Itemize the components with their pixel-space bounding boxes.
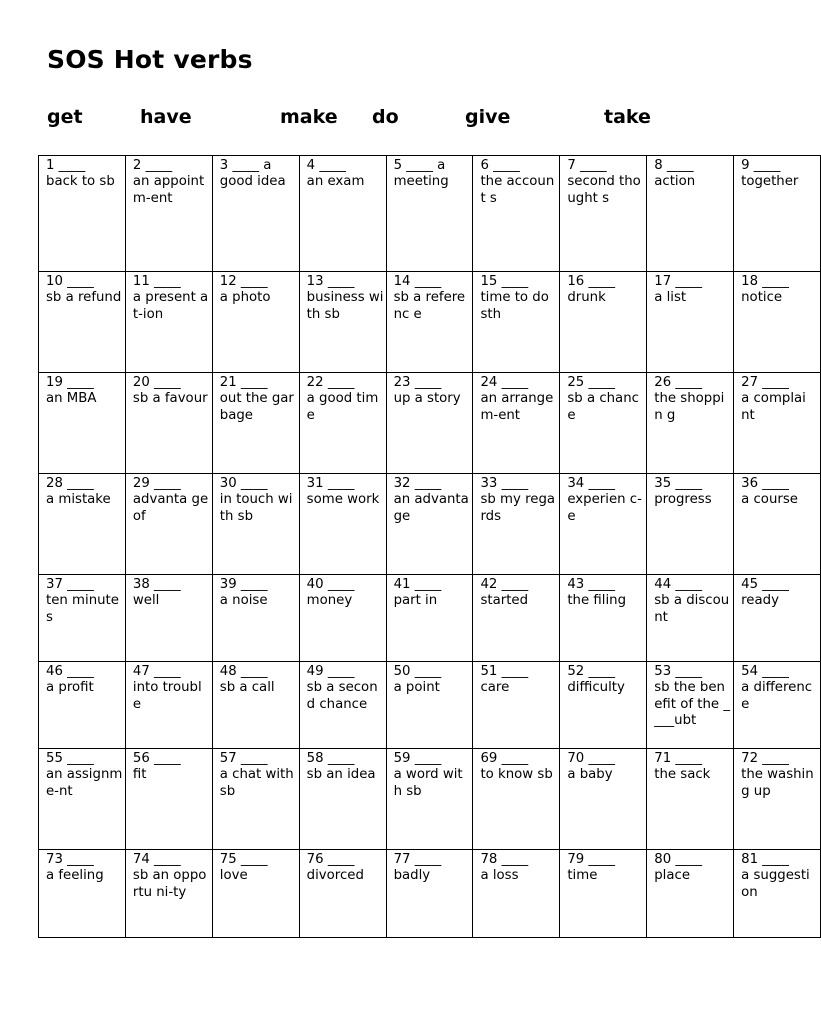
exercise-cell: [560, 749, 647, 850]
exercise-cell: [212, 850, 299, 938]
item-phrase: time: [567, 868, 598, 884]
exercise-cell: [299, 474, 386, 575]
item-phrase: time to do sth: [480, 290, 554, 322]
item-phrase: sb a chance: [567, 391, 639, 423]
item-phrase: sb an opportu ni-ty: [132, 868, 207, 900]
item-phrase: a differenc e: [741, 680, 817, 712]
item-phrase: fit: [132, 767, 147, 783]
exercise-cell: [647, 662, 734, 749]
item-phrase: sb a second chance: [306, 680, 378, 712]
item-number: 53 ____: [654, 664, 702, 679]
item-phrase: good idea: [219, 174, 286, 190]
item-phrase: sb my regards: [480, 492, 556, 524]
item-number: 76 ____: [306, 852, 355, 867]
item-number: 49 ____: [306, 664, 355, 679]
exercise-cell: [734, 373, 821, 474]
item-number: 14 ____: [393, 274, 442, 289]
item-number: 47 ____: [132, 664, 181, 679]
item-number: 22 ____: [306, 375, 355, 390]
item-number: 45 ____: [741, 577, 789, 592]
item-number: 11 ____: [132, 274, 181, 289]
item-phrase: sb a discount: [654, 593, 730, 625]
exercise-cell: [39, 850, 126, 938]
table-row: [39, 373, 821, 474]
item-phrase: to know sb: [480, 767, 553, 783]
item-phrase: difficulty: [567, 680, 625, 696]
item-number: 80 ____: [654, 852, 702, 867]
item-number: 19 ____: [46, 375, 94, 390]
item-phrase: a feeling: [46, 868, 104, 884]
item-number: 3 ____ a: [219, 158, 272, 173]
exercise-cell: [386, 474, 473, 575]
exercise-cell: [560, 373, 647, 474]
exercise-cell: [473, 156, 560, 272]
exercise-cell: [39, 156, 126, 272]
item-number: 46 ____: [46, 664, 94, 679]
item-number: 54 ____: [741, 664, 789, 679]
item-number: 81 ____: [741, 852, 789, 867]
item-number: 79 ____: [567, 852, 616, 867]
table-row: [39, 850, 821, 938]
exercise-cell: [734, 662, 821, 749]
item-number: 20 ____: [132, 375, 181, 390]
item-number: 56 ____: [132, 751, 181, 766]
exercise-cell: [734, 474, 821, 575]
item-number: 33 ____: [480, 476, 529, 491]
item-phrase: love: [219, 868, 248, 884]
exercise-cell: [386, 156, 473, 272]
exercise-cell: [647, 272, 734, 373]
item-number: 27 ____: [741, 375, 789, 390]
item-phrase: sb an idea: [306, 767, 376, 783]
item-number: 7 ____: [567, 158, 607, 173]
item-number: 52 ____: [567, 664, 616, 679]
exercise-cell: [125, 373, 212, 474]
verb-do: do: [372, 106, 399, 128]
item-number: 59 ____: [393, 751, 442, 766]
verb-have: have: [140, 106, 192, 128]
item-phrase: advanta ge of: [132, 492, 213, 524]
exercise-cell: [734, 850, 821, 938]
exercise-cell: [473, 474, 560, 575]
item-phrase: well: [132, 593, 160, 609]
item-phrase: out the garbage: [219, 391, 294, 423]
item-phrase: experien c-e: [567, 492, 642, 524]
exercise-cell: [212, 749, 299, 850]
item-phrase: sb a refund: [46, 290, 122, 306]
item-phrase: a photo: [219, 290, 271, 306]
item-number: 26 ____: [654, 375, 702, 390]
item-number: 69 ____: [480, 751, 529, 766]
item-number: 77 ____: [393, 852, 442, 867]
item-number: 8 ____: [654, 158, 694, 173]
item-phrase: an appoint m-ent: [132, 174, 209, 206]
item-number: 38 ____: [132, 577, 181, 592]
exercise-cell: [647, 474, 734, 575]
item-phrase: action: [654, 174, 696, 190]
item-phrase: a word with sb: [393, 767, 463, 799]
item-phrase: a noise: [219, 593, 268, 609]
item-number: 15 ____: [480, 274, 529, 289]
item-number: 31 ____: [306, 476, 355, 491]
item-number: 9 ____: [741, 158, 781, 173]
exercise-cell: [473, 373, 560, 474]
item-number: 35 ____: [654, 476, 702, 491]
item-phrase: meeting: [393, 174, 449, 190]
table-row: [39, 662, 821, 749]
verb-header-row: [0, 106, 768, 134]
exercise-cell: [560, 474, 647, 575]
exercise-cell: [647, 850, 734, 938]
item-phrase: an MBA: [46, 391, 97, 407]
exercise-cell: [299, 850, 386, 938]
item-phrase: a present at-ion: [132, 290, 209, 322]
exercise-cell: [125, 474, 212, 575]
item-phrase: the shoppin g: [654, 391, 725, 423]
item-number: 30 ____: [219, 476, 268, 491]
exercise-cell: [212, 156, 299, 272]
item-number: 29 ____: [132, 476, 181, 491]
exercise-cell: [647, 575, 734, 662]
item-number: 36 ____: [741, 476, 789, 491]
exercise-cell: [560, 156, 647, 272]
item-number: 13 ____: [306, 274, 355, 289]
exercise-cell: [299, 749, 386, 850]
item-number: 17 ____: [654, 274, 702, 289]
item-phrase: started: [480, 593, 529, 609]
item-number: 24 ____: [480, 375, 529, 390]
exercise-cell: [473, 575, 560, 662]
exercise-cell: [212, 373, 299, 474]
exercise-cell: [39, 474, 126, 575]
item-phrase: part in: [393, 593, 438, 609]
exercise-cell: [125, 575, 212, 662]
verb-make: make: [280, 106, 338, 128]
exercise-cell: [125, 662, 212, 749]
item-phrase: badly: [393, 868, 431, 884]
item-number: 10 ____: [46, 274, 94, 289]
item-number: 6 ____: [480, 158, 520, 173]
item-number: 28 ____: [46, 476, 94, 491]
item-phrase: a good time: [306, 391, 379, 423]
item-number: 43 ____: [567, 577, 616, 592]
page-title: SOS Hot verbs: [47, 45, 253, 74]
item-number: 5 ____ a: [393, 158, 446, 173]
item-number: 2 ____: [132, 158, 173, 173]
exercise-cell: [299, 373, 386, 474]
exercise-cell: [39, 373, 126, 474]
exercise-cell: [386, 272, 473, 373]
exercise-cell: [734, 272, 821, 373]
exercise-cell: [212, 662, 299, 749]
table-row: [39, 272, 821, 373]
exercise-cell: [212, 272, 299, 373]
item-number: 21 ____: [219, 375, 268, 390]
exercise-cell: [560, 662, 647, 749]
item-phrase: back to sb: [46, 174, 115, 190]
item-phrase: the washing up: [741, 767, 814, 799]
exercise-cell: [386, 575, 473, 662]
exercise-cell: [39, 749, 126, 850]
item-number: 12 ____: [219, 274, 268, 289]
item-phrase: ten minutes: [46, 593, 119, 625]
item-phrase: business with sb: [306, 290, 384, 322]
exercise-cell: [212, 575, 299, 662]
item-phrase: a mistake: [46, 492, 111, 508]
item-phrase: divorced: [306, 868, 364, 884]
item-phrase: a suggesti on: [741, 868, 814, 900]
exercise-cell: [39, 272, 126, 373]
item-phrase: ready: [741, 593, 779, 609]
item-phrase: a complai nt: [741, 391, 811, 423]
item-number: 34 ____: [567, 476, 616, 491]
exercise-cell: [647, 156, 734, 272]
item-phrase: into trouble: [132, 680, 202, 712]
item-number: 55 ____: [46, 751, 94, 766]
item-number: 44 ____: [654, 577, 702, 592]
exercise-cell: [39, 575, 126, 662]
exercise-cell: [299, 662, 386, 749]
item-number: 58 ____: [306, 751, 355, 766]
item-phrase: an assignme-nt: [46, 767, 123, 799]
item-phrase: an arrange m-ent: [480, 391, 558, 423]
exercise-cell: [386, 850, 473, 938]
item-number: 71 ____: [654, 751, 702, 766]
item-phrase: an exam: [306, 174, 365, 190]
item-phrase: the filing: [567, 593, 627, 609]
item-phrase: a course: [741, 492, 798, 508]
item-number: 40 ____: [306, 577, 355, 592]
item-number: 1 ____: [46, 158, 86, 173]
item-number: 78 ____: [480, 852, 529, 867]
exercise-cell: [734, 575, 821, 662]
table-row: [39, 575, 821, 662]
item-phrase: second thought s: [567, 174, 641, 206]
item-number: 70 ____: [567, 751, 616, 766]
item-number: 37 ____: [46, 577, 94, 592]
item-phrase: in touch with sb: [219, 492, 293, 524]
item-phrase: an advanta ge: [393, 492, 473, 524]
item-phrase: together: [741, 174, 799, 190]
exercise-cell: [386, 749, 473, 850]
exercise-cell: [212, 474, 299, 575]
item-number: 74 ____: [132, 852, 181, 867]
item-number: 16 ____: [567, 274, 616, 289]
item-phrase: a point: [393, 680, 440, 696]
exercise-cell: [560, 272, 647, 373]
item-phrase: a list: [654, 290, 687, 306]
item-phrase: the sack: [654, 767, 711, 783]
item-phrase: drunk: [567, 290, 606, 306]
item-phrase: a loss: [480, 868, 519, 884]
exercise-cell: [473, 272, 560, 373]
item-phrase: up a story: [393, 391, 461, 407]
item-number: 50 ____: [393, 664, 442, 679]
exercise-cell: [473, 749, 560, 850]
exercise-cell: [39, 662, 126, 749]
item-number: 32 ____: [393, 476, 442, 491]
exercise-table: [38, 155, 821, 938]
exercise-cell: [473, 850, 560, 938]
item-number: 18 ____: [741, 274, 789, 289]
item-phrase: a profit: [46, 680, 94, 696]
exercise-cell: [647, 373, 734, 474]
item-phrase: sb the benefit of the ____ubt: [654, 680, 730, 729]
item-phrase: a baby: [567, 767, 613, 783]
exercise-cell: [386, 662, 473, 749]
item-phrase: some work: [306, 492, 380, 508]
item-phrase: place: [654, 868, 691, 884]
table-row: [39, 474, 821, 575]
item-number: 72 ____: [741, 751, 789, 766]
item-number: 25 ____: [567, 375, 616, 390]
exercise-cell: [473, 662, 560, 749]
exercise-cell: [125, 749, 212, 850]
item-number: 73 ____: [46, 852, 94, 867]
exercise-cell: [125, 156, 212, 272]
table-row: [39, 749, 821, 850]
exercise-cell: [299, 156, 386, 272]
exercise-cell: [734, 156, 821, 272]
item-number: 41 ____: [393, 577, 442, 592]
exercise-cell: [560, 575, 647, 662]
exercise-cell: [125, 272, 212, 373]
item-phrase: care: [480, 680, 510, 696]
table-row: [39, 156, 821, 272]
item-number: 57 ____: [219, 751, 268, 766]
exercise-cell: [647, 749, 734, 850]
item-phrase: sb a call: [219, 680, 275, 696]
item-number: 48 ____: [219, 664, 268, 679]
exercise-cell: [386, 373, 473, 474]
exercise-cell: [299, 272, 386, 373]
item-number: 39 ____: [219, 577, 268, 592]
item-phrase: the account s: [480, 174, 555, 206]
exercise-cell: [125, 850, 212, 938]
exercise-cell: [560, 850, 647, 938]
item-phrase: sb a favour: [132, 391, 208, 407]
exercise-cell: [299, 575, 386, 662]
item-number: 51 ____: [480, 664, 529, 679]
verb-take: take: [604, 106, 651, 128]
exercise-cell: [734, 749, 821, 850]
verb-get: get: [47, 106, 83, 128]
item-phrase: progress: [654, 492, 712, 508]
item-number: 4 ____: [306, 158, 346, 173]
item-number: 75 ____: [219, 852, 268, 867]
item-phrase: a chat with sb: [219, 767, 298, 799]
item-phrase: sb a referenc e: [393, 290, 466, 322]
item-number: 23 ____: [393, 375, 442, 390]
item-phrase: money: [306, 593, 353, 609]
verb-give: give: [465, 106, 511, 128]
item-phrase: notice: [741, 290, 783, 306]
item-number: 42 ____: [480, 577, 529, 592]
